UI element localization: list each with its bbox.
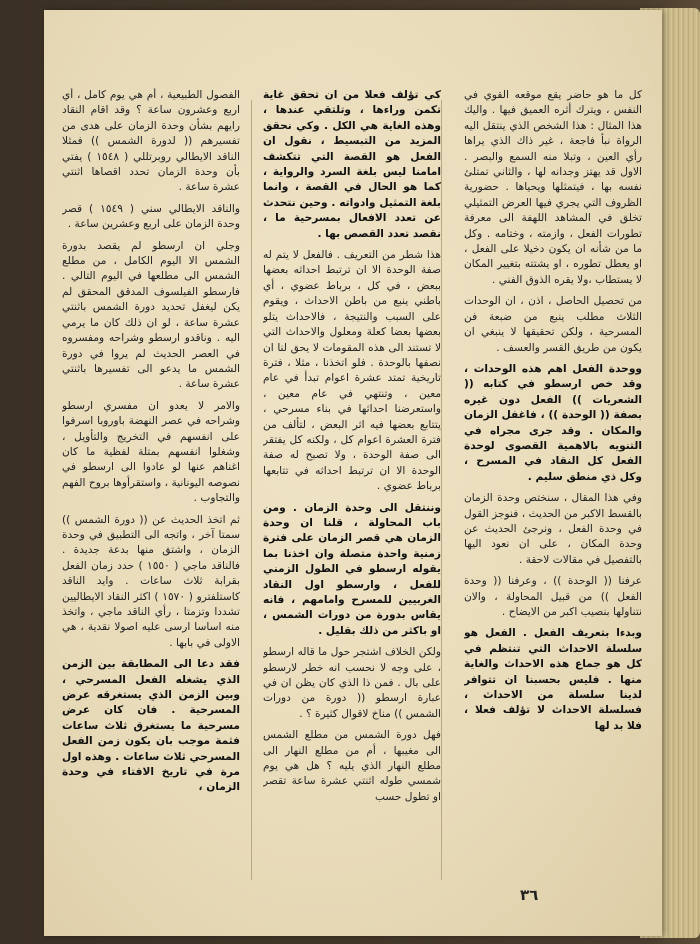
column-divider	[251, 100, 252, 880]
paragraph: كل ما هو حاضر يقع موقعه القوي في النفس ، ويترك أثره العميق فيها . واليك هذا المثال : هذا الشخص الذي ينتقل اليه الرواة نبأ فاجعة ، غير ذاك الذي يراها رأي العين ، وتبلا منه السمع والبصر . الاول قد يهتز وجدانه لها ، والثاني تمتلئ نفسه بها ، فيتمثلها ويحياها . حضورية الظروف التي يجري فيها العرض التمثيلي تخلق في المشاهد اللهفة الى معرفة تطورات الفعل ، وازمته ، وختامه . وكل ما من شأنه ان يكون دخيلا على الفعل ، او يعطل تطوره ، او يشتته بتغيير المكان لا يستطاب ،ولا يقره الذوق الفني .	[464, 89, 642, 286]
paragraph: وفي هذا المقال ، سنختص وحدة الزمان بالقسط الاكبر من الحديث ، فنوجز القول في وحدة الفعل ، ونرجئ الحديث عن وحدة المكان ، على ان نعود اليها بالتفصيل في مقالات لاحقة .	[464, 492, 642, 566]
column-right	[464, 88, 642, 898]
paragraph-bold: فقد دعا الى المطابقة بين الزمن الذي يشغله الفعل المسرحي ، وبين الزمن الذي يستغرقه عرض المسرحية . فان كان عرض مسرحية ما يستغرق ثلاث ساعات فثمة موجب بان يكون زمن الفعل المسرحي ثلاث ساعات . وهذه اول مرة في تاريخ الافتاء في وحدة الزمان ،	[62, 658, 240, 794]
paragraph-bold: وننتقل الى وحدة الزمان . ومن باب المحاولة ، قلنا ان وحدة الزمان هي قصر الزمان على فترة زمنية واحدة متصلة وان اخذنا بما يقوله ارسطو في الطول الزمني للفعل ، وارسطو اول النقاد الغربيين للمسرح وامامهم ، فانه يقاس بدورة من دورات الشمس ، او باكثر من ذلك بقليل .	[263, 501, 441, 637]
column-left	[62, 88, 240, 898]
paragraph: وجلي ان ارسطو لم يقصد بدورة الشمس الا اليوم الكامل ، من مطلع الشمس الى مطلعها في اليوم التالي . فارسطو الفيلسوف المدقق المحقق لم يكن ليغفل تحديد دورة الشمس باثنتي عشرة ساعة ، لو ان ذلك كان ما يرمي اليه . وناقدو ارسطو وشراحه ومفسروه في العصر الحديث لم يروا في دورة الشمس ما يدعو الى تفسيرها باثنتي عشرة ساعة .	[62, 239, 240, 391]
paragraph-bold: كي تؤلف فعلا من ان تحقق غاية تكمن وراءها ، وتلتقي عندها ، وهذه الغاية هي الكل . وكي نحقق المزيد من التبسيط ، نقول ان الفعل هو القصة التي تتكشف امامنا ليس بلغة السرد والرواية ، كما هو الحال في القصة ، وانما بلغة التمثيل وادواته . وحين نتحدث عن تعدد الافعال بمسرحية ما ، نقصد تعدد القصص بها .	[263, 89, 441, 240]
paragraph: ولكن الخلاف اشتجر حول ما قاله ارسطو ، على وجه لا نحسب انه خطر لارسطو على بال . فمن ذا الذي كان يظن ان في عبارة ارسطو (( دورة من دورات الشمس )) مناخ لاقوال كثيرة ؟ .	[263, 646, 441, 720]
text-columns	[62, 88, 642, 898]
paragraph: الفصول الطبيعية ، أم هي يوم كامل ، أي اربع وعشرون ساعة ؟ وقد اقام النقاد رايهم بشأن وحدة الزمان على هدى من تفسيرهم (( لدورة الشمس )) فمثلا الناقد الايطالي روبرتللي ( ١٥٤٨ ) يفتي بأن وحدة الزمان تحدد اقصاها اثنتي عشرة ساعة .	[62, 89, 240, 194]
paragraph-bold: وبدءا بتعريف الفعل . الفعل هو سلسلة الاحداث التي تنتظم في كل هو جماع هذه الاحداث والغاية منها . فليس بحسبنا ان تتوافر لدينا سلسلة من الاحداث ، فسلسلة الاحداث لا تؤلف فعلا ، فلا بد لها	[464, 627, 642, 732]
paragraph: والامر لا يعدو ان مفسري ارسطو وشراحه في عصر النهضة باوروبا اسرفوا على انفسهم في التخريج والتأويل ، وشغلوا انفسهم بمتلة لفظية ما كان اغناهم عنها لو عادوا الى ارسطو في نصوصه اليونانية ، واستقرأوها بروح الفهم والتجاوب .	[62, 399, 240, 505]
paragraph: من تحصيل الحاصل ، اذن ، ان الوحدات الثلاث مطلب ينبع من ضبعة فن المسرحية ، ولكن تحقيقها لا ينبغي ان يكون من طريق القسر والعسف .	[464, 295, 642, 354]
column-middle	[263, 88, 441, 898]
paragraph: هذا شطر من التعريف . فالفعل لا يتم له صفة الوحدة الا ان ترتبط احداثه بعضها ببعض ، في كل ، برباط عضوي ، أي باطني ينبع من باطن الاحداث ، ويقوم على السبب والنتيجة ، فالاحداث يتلو بعضها بعضا كعلة ومعلول والاحداث التي لا تستند الى هذه المقومات لا يحق لنا ان نصفها بالوحدة . فلو اتخذنا ، مثلا ، فترة تاريخية تمتد عشرة اعوام تبدأ في عام معين ، وتنتهي في عام معين ، واستعرضنا احداثها في بناء مسرحي ، يتتابع بعضها فيه اثر البعض ، لتألف من فترة العشرة اعوام كل ، ولكنه كل يفتقر الى صفة الوحدة ، ولا تصبح له صفة الوحدة الا ان ترتبط احداثه في تتابعها برباط عضوي .	[263, 249, 441, 493]
paragraph: ثم اتخذ الحديث عن (( دورة الشمس )) سمتا آخر ، واتجه الى التطبيق في وحدة الزمان ، واشتق منها بدعة جديدة . فالناقد ماجي ( ١٥٥٠ ) حدد زمان الفعل بقرابة ثلاث ساعات . وايد الناقد كاستلفترو ( ١٥٧٠ ) اكثر النقاد الايطاليين تشددا وتزمتا ، رأي الناقد ماجي ، واتخذ منه اساسا ارسى عليه اصولا نقدية ، هي الاولى في بابها .	[62, 513, 240, 649]
paragraph: والناقد الايطالي سني ( ١٥٤٩ ) قصر وحدة الزمان على اربع وعشرين ساعة .	[62, 202, 240, 231]
paragraph-bold: ووحدة الفعل اهم هذه الوحدات ، وقد خص ارسطو في كتابه (( الشعريات )) الفعل دون غيره بصفة (( الوحدة )) ، فاغفل الزمان والمكان . وقد جرى مجراه في التنويه بالاهمية القصوى لوحدة الفعل كل النقاد في المسرح ، وكل ذي منطق سليم .	[464, 362, 642, 483]
column-divider	[441, 100, 442, 880]
page-number: ٣٦	[520, 886, 539, 904]
paragraph: عرفنا (( الوحدة )) ، وعرفنا (( وحدة الفعل )) من قبيل المحاولة ، والان نتناولها بنصيب اكبر من الايضاح .	[464, 575, 642, 618]
paragraph: فهل دورة الشمس من مطلع الشمس الى مغيبها ، أم من مطلع النهار الى مطلع النهار الذي يليه ؟ هل هي يوم شمسي طوله اثنتي عشرة ساعة تقصر او تطول حسب	[263, 729, 441, 803]
